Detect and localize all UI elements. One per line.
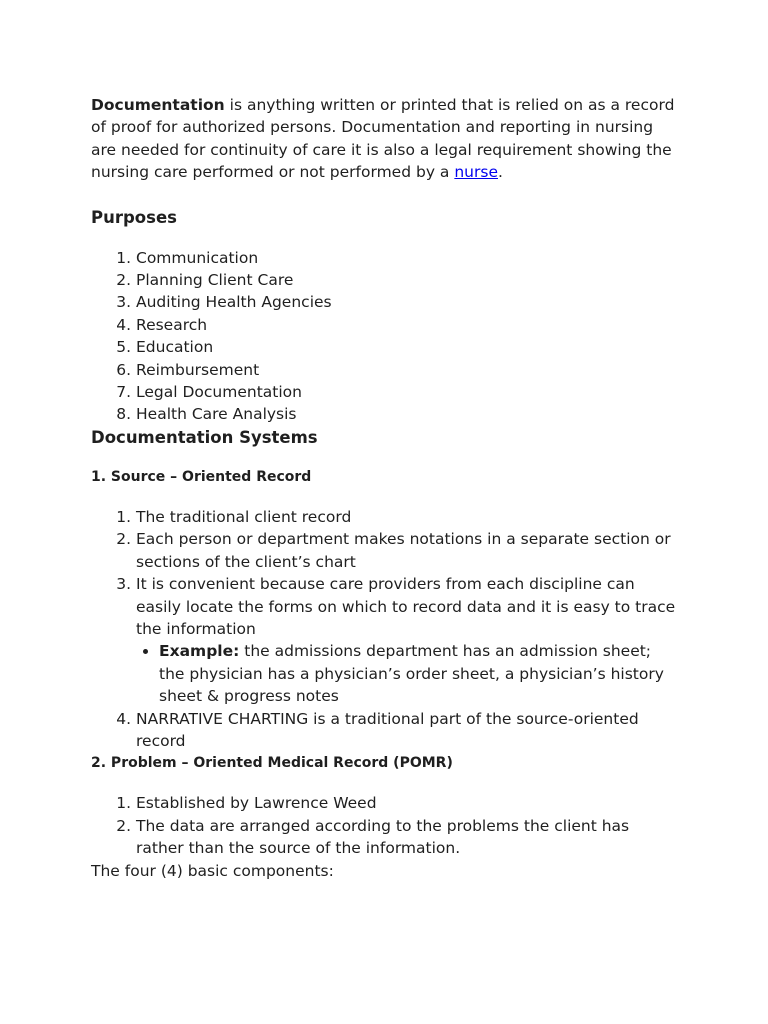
source-oriented-heading: 1. Source – Oriented Record	[91, 468, 312, 485]
list-item: 2. Planning Client Care	[136, 269, 681, 291]
problem-oriented-heading: 2. Problem – Oriented Medical Record (POMR)	[91, 755, 453, 772]
problem-oriented-list	[91, 792, 681, 859]
closing-text: The four (4) basic components:	[91, 861, 334, 880]
list-item: 6. Reimbursement	[136, 359, 681, 381]
list-item: 4. Research	[136, 314, 681, 336]
purposes-heading: Purposes	[91, 207, 177, 227]
intro-term: Documentation	[91, 96, 225, 114]
purposes-list	[91, 247, 681, 426]
list-item: 2. Each person or department makes notations in a separate section or sections of the client’s chart	[136, 528, 681, 573]
list-item: 1. Communication	[136, 247, 681, 269]
example-label: Example:	[159, 642, 240, 661]
nurse-link[interactable]: nurse	[454, 163, 498, 182]
document-page	[91, 94, 681, 882]
example-text: the admissions department has an admission sheet; the physician has a physician’s order sheet, a physician’s history sheet & progress notes	[159, 642, 664, 706]
example-bullet-list	[136, 640, 681, 707]
intro-text-end: .	[497, 163, 503, 182]
intro-paragraph	[91, 94, 681, 184]
list-item: 5. Education	[136, 336, 681, 358]
list-item: 7. Legal Documentation	[136, 381, 681, 403]
example-bullet	[159, 640, 681, 707]
list-item: 4. NARRATIVE CHARTING is a traditional part of the source-oriented record	[136, 708, 681, 753]
list-item: 2. The data are arranged according to the problems the client has rather than the source of the information.	[136, 815, 681, 860]
documentation-systems-heading: Documentation Systems	[91, 427, 318, 447]
intro-text: is anything written or printed that is relied on as a record of proof for authorized persons. Documentation and reporting in nursing are needed for continuity of care it is also a legal requirement showing the nursing care performed or not performed by a	[91, 96, 675, 182]
list-item: 3. Auditing Health Agencies	[136, 291, 681, 313]
list-item	[136, 573, 681, 707]
list-item: 8. Health Care Analysis	[136, 403, 681, 425]
list-item: 1. The traditional client record	[136, 506, 681, 528]
list-item: 1. Established by Lawrence Weed	[136, 792, 681, 814]
source-oriented-list	[91, 506, 681, 752]
list-item-text: It is convenient because care providers from each discipline can easily locate the forms on which to record data and it is easy to trace the information	[136, 575, 676, 638]
